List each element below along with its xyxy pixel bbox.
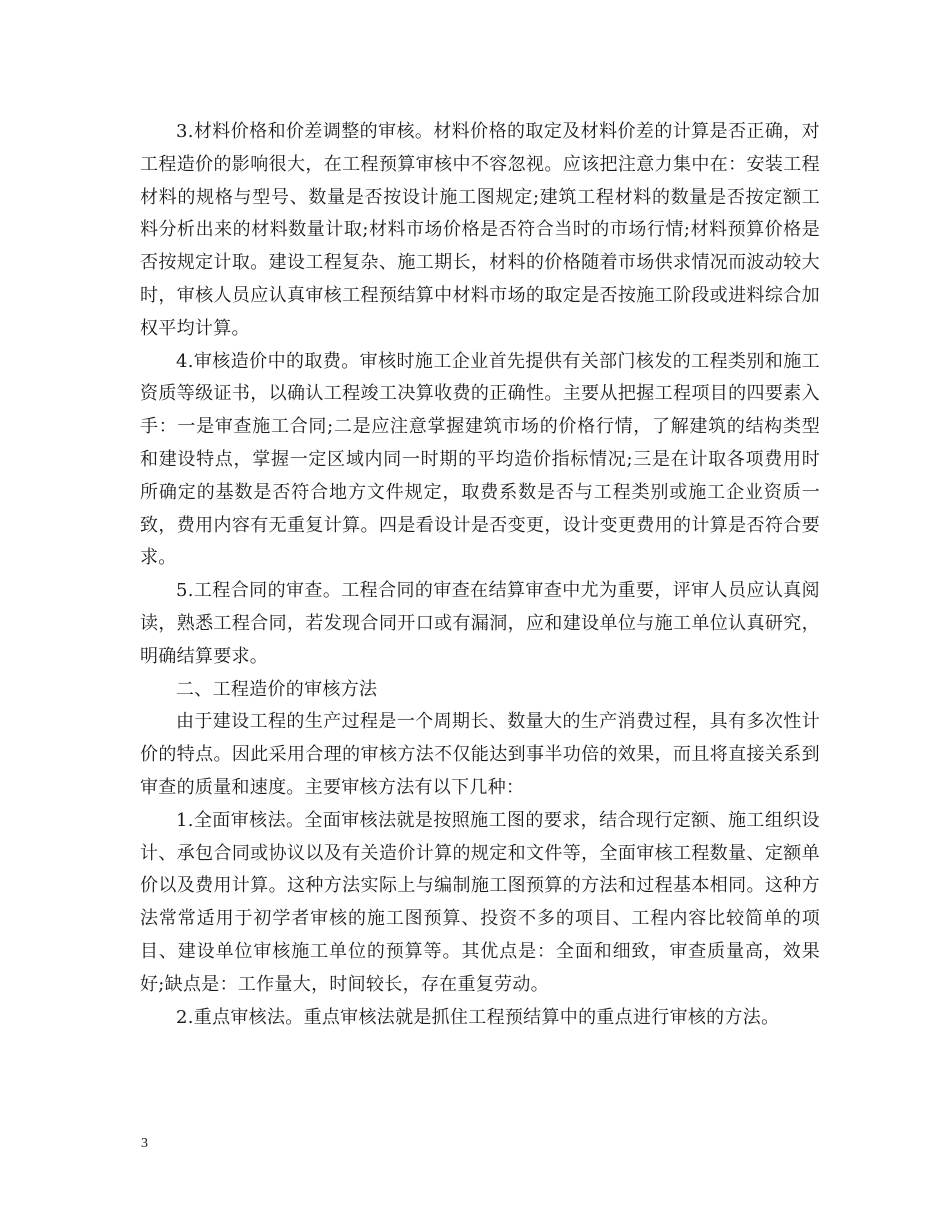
paragraph-fee-review: 4.审核造价中的取费。审核时施工企业首先提供有关部门核发的工程类别和施工资质等级证书，以确认工程竣工决算收费的正确性。主要从把握工程项目的四要素入手：一是审查施工合同;二是应注意掌握建筑市场的价格行情，了解建筑的结构类型和建设特点，掌握一定区域内同一时期的平均造价指标情况;三是在计取各项费用时所确定的基数是否符合地方文件规定，取费系数是否与工程类别或施工企业资质一致，费用内容有无重复计算。四是看设计是否变更，设计变更费用的计算是否符合要求。: [140, 350, 820, 569]
paragraph-methods-intro: 由于建设工程的生产过程是一个周期长、数量大的生产消费过程，具有多次性计价的特点。因此采用合理的审核方法不仅能达到事半功倍的效果，而且将直接关系到审查的质量和速度。主要审核方法有以下几种：: [140, 711, 820, 798]
paragraph-full-review-method: 1.全面审核法。全面审核法就是按照施工图的要求，结合现行定额、施工组织设计、承包合同或协议以及有关造价计算的规定和文件等，全面审核工程数量、定额单价以及费用计算。这种方法实际上与编制施工图预算的方法和过程基本相同。这种方法常常适用于初学者审核的施工图预算、投资不多的项目、工程内容比较简单的项目、建设单位审核施工单位的预算等。其优点是：全面和细致，审查质量高，效果好;缺点是：工作量大，时间较长，存在重复劳动。: [140, 809, 820, 995]
document-body: [140, 116, 820, 1034]
paragraph-key-review-method: 2.重点审核法。重点审核法就是抓住工程预结算中的重点进行审核的方法。: [176, 1006, 780, 1028]
section-heading-review-methods: 二、工程造价的审核方法: [176, 678, 378, 700]
paragraph-contract-review: 5.工程合同的审查。工程合同的审查在结算审查中尤为重要，评审人员应认真阅读，熟悉工程合同，若发现合同开口或有漏洞，应和建设单位与施工单位认真研究，明确结算要求。: [140, 580, 820, 667]
page-number: 3: [141, 1136, 148, 1151]
paragraph-material-price-review: 3.材料价格和价差调整的审核。材料价格的取定及材料价差的计算是否正确，对工程造价的影响很大，在工程预算审核中不容忽视。应该把注意力集中在：安装工程材料的规格与型号、数量是否按设计施工图规定;建筑工程材料的数量是否按定额工料分析出来的材料数量计取;材料市场价格是否符合当时的市场行情;材料预算价格是否按规定计取。建设工程复杂、施工期长，材料的价格随着市场供求情况而波动较大时，审核人员应认真审核工程预结算中材料市场的取定是否按施工阶段或进料综合加权平均计算。: [140, 121, 820, 339]
